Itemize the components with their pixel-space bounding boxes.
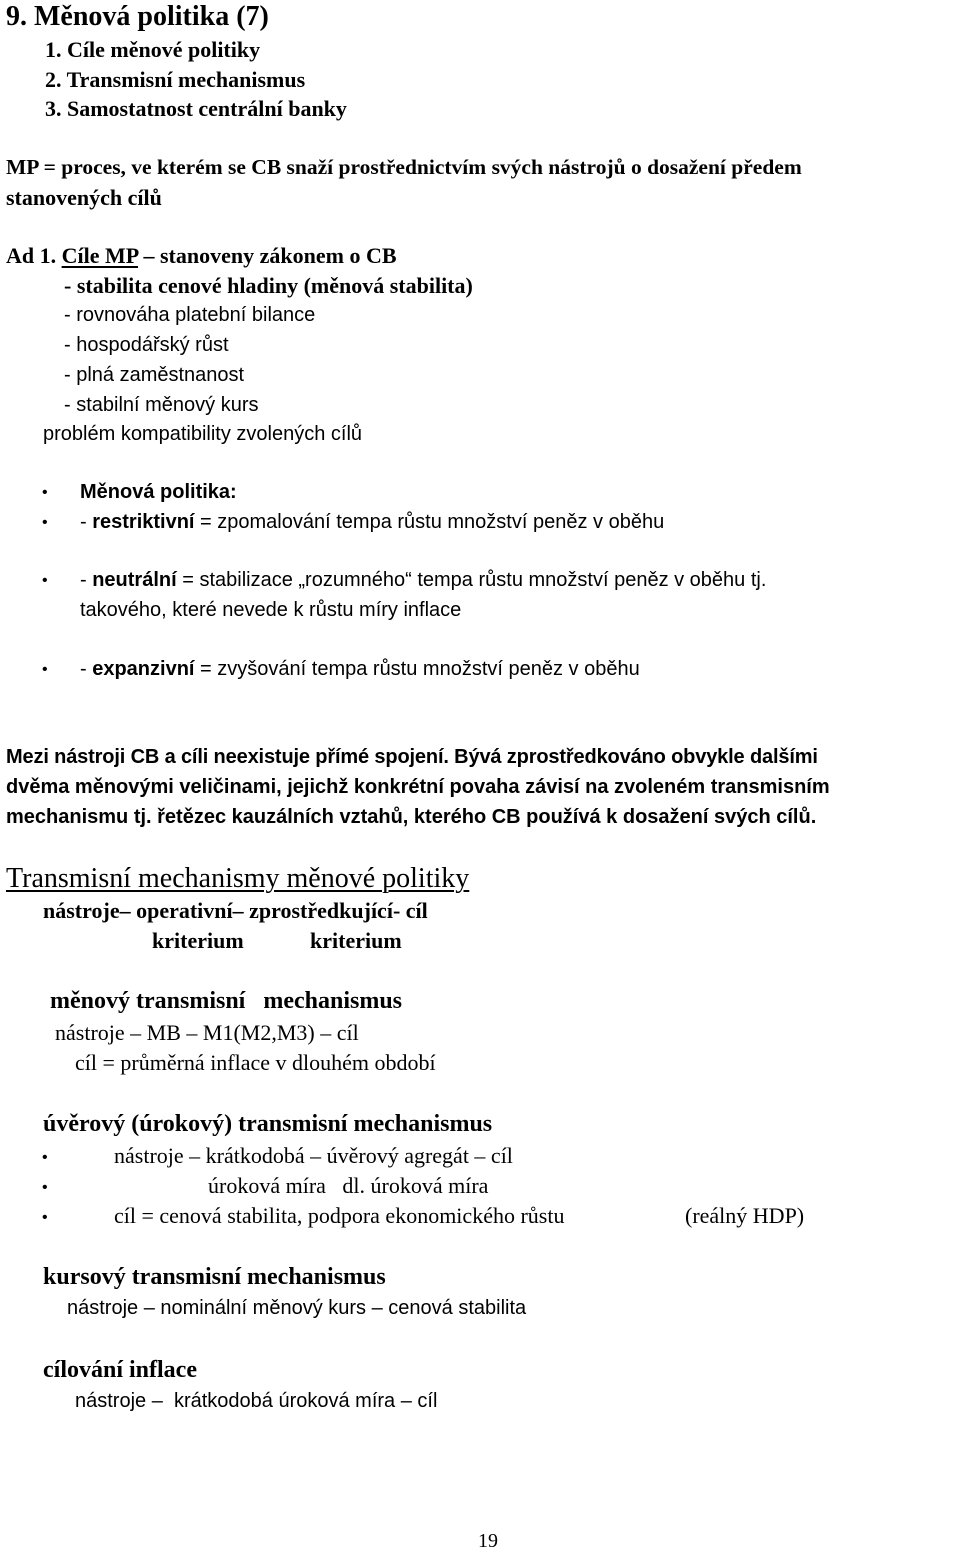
credit-line-2: úroková míra dl. úroková míra [208,1173,489,1198]
exchange-line-1: nástroje – nominální měnový kurs – cenová stabilita [67,1297,527,1319]
kriterium-operational: kriterium [152,928,244,953]
credit-line-1: nástroje – krátkodobá – úvěrový agregát – cíl [114,1143,513,1168]
kriterium-intermediate: kriterium [310,928,402,953]
restrictive-term: restriktivní [92,511,195,533]
transmission-line-1: nástroje– operativní– zprostředkující- cíl [43,898,428,923]
ad1-prefix: Ad 1. [6,243,62,268]
paragraph-line-3: mechanismu tj. řetězec kauzálních vztahů, kterého CB používá k dosažení svých cílů. [6,806,817,828]
neutral-term: neutrální [92,569,177,591]
targeting-line-1: nástroje – krátkodobá úroková míra – cíl [75,1390,438,1412]
goal-exchange-rate: - stabilní měnový kurs [64,394,259,416]
policy-restrictive: - restriktivní = zpomalování tempa růstu množství peněz v oběhu [80,511,665,533]
goal-employment: - plná zaměstnanost [64,364,245,386]
bullet-icon: • [42,1209,48,1226]
definition-line-1: MP = proces, ve kterém se CB snaží prostřednictvím svých nástrojů o dosažení předem [6,155,802,179]
credit-line-3-note: (reálný HDP) [685,1203,805,1228]
definition-line-2: stanovených cílů [6,185,162,210]
bullet-icon: • [42,484,48,501]
credit-title: úvěrový (úrokový) transmisní mechanismus [43,1111,493,1137]
page-number: 19 [478,1530,498,1552]
monetary-line-2: cíl = průměrná inflace v dlouhém období [75,1050,436,1075]
policy-neutral-cont: takového, které nevede k růstu míry inflace [80,599,462,621]
policy-expansive: - expanzivní = zvyšování tempa růstu množství peněz v oběhu [80,658,640,680]
goal-price-stability: - stabilita cenové hladiny (měnová stabilita) [64,273,473,298]
monetary-title: měnový transmisní mechanismus [50,988,403,1014]
bullet-icon: • [42,572,48,589]
paragraph-line-2: dvěma měnovými veličinami, jejichž konkrétní povaha závisí na zvoleném transmisním [6,776,830,798]
bullet-icon: • [42,661,48,678]
policy-neutral: - neutrální = stabilizace „rozumného“ tempa růstu množství peněz v oběhu tj. [80,569,767,591]
ad1-rest: – stanoveny zákonem o CB [138,243,397,268]
bullet-icon: • [42,1149,48,1166]
page-heading: 9. Měnová politika (7) [6,1,269,32]
bullet-icon: • [42,514,48,531]
toc-item-2: 2. Transmisní mechanismus [45,67,306,92]
exchange-title: kursový transmisní mechanismus [43,1264,386,1290]
toc-item-1: 1. Cíle měnové politiky [45,37,261,62]
targeting-title: cílování inflace [43,1357,197,1383]
expansive-term: expanzivní [92,658,195,680]
policy-title: Měnová politika: [80,481,237,503]
credit-line-3: cíl = cenová stabilita, podpora ekonomického růstu [114,1203,565,1228]
paragraph-line-1: Mezi nástroji CB a cíli neexistuje přímé spojení. Bývá zprostředkováno obvykle dalšími [6,746,818,768]
compatibility-problem: problém kompatibility zvolených cílů [43,423,363,445]
ad1-heading [6,245,397,267]
toc-item-3: 3. Samostatnost centrální banky [45,96,347,121]
monetary-line-1: nástroje – MB – M1(M2,M3) – cíl [55,1020,359,1045]
transmission-title: Transmisní mechanismy měnové politiky [6,863,470,894]
goal-balance: - rovnováha platební bilance [64,304,316,326]
goal-growth: - hospodářský růst [64,334,229,356]
ad1-goals-label: Cíle MP [61,243,138,268]
bullet-icon: • [42,1179,48,1196]
